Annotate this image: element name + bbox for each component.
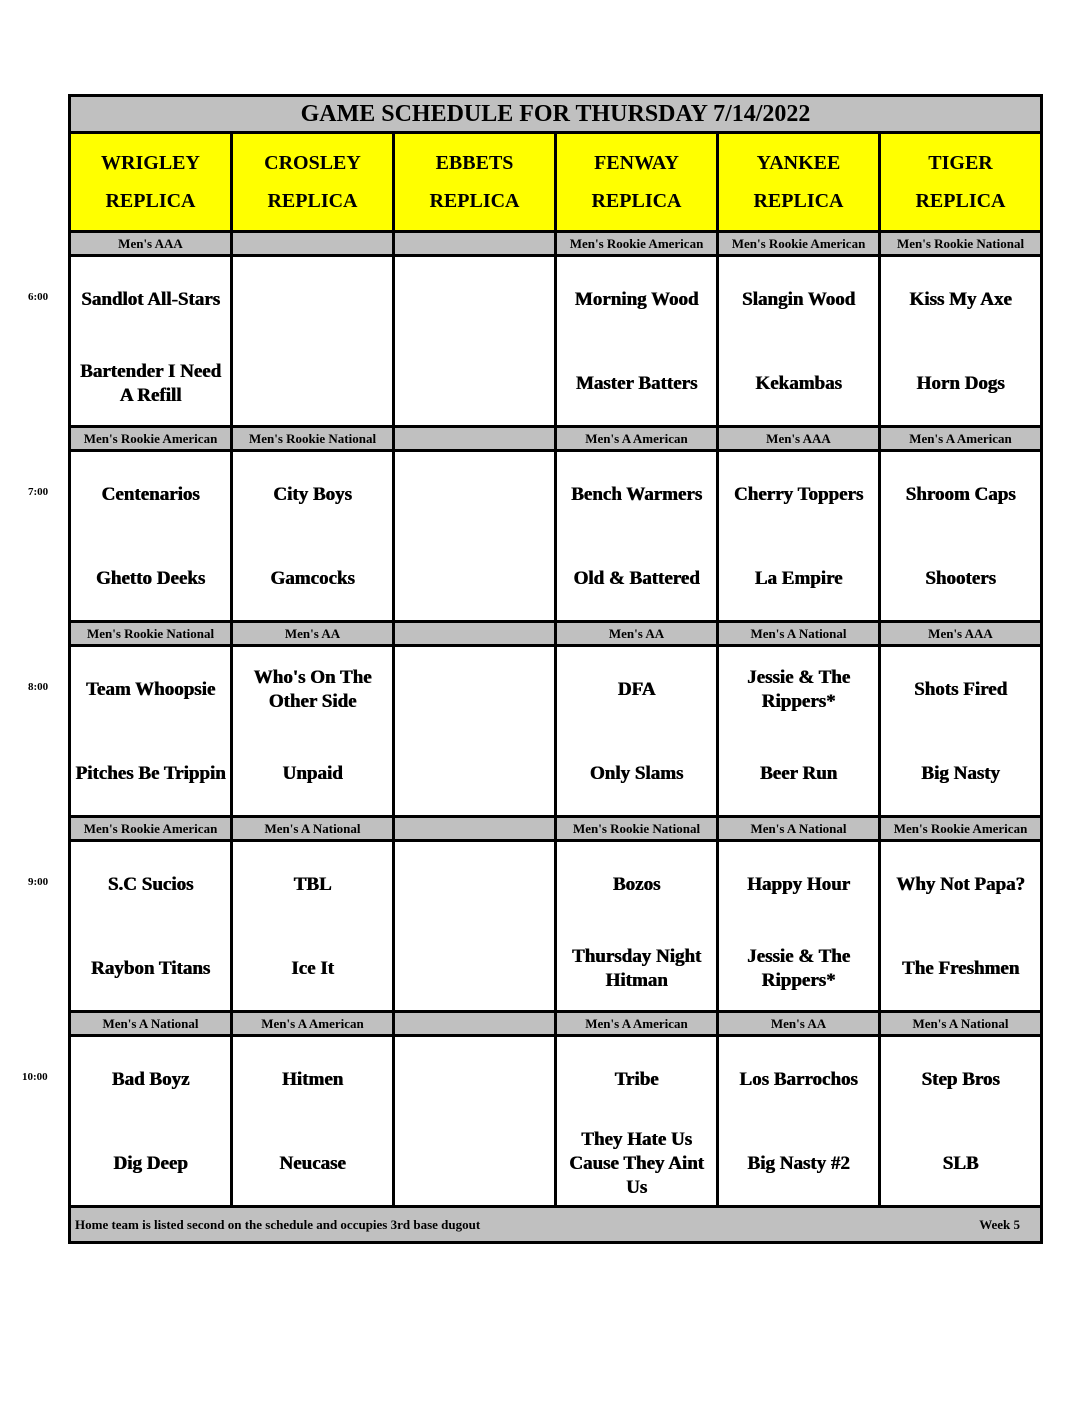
time-label: 7:00 xyxy=(28,486,49,498)
home-team xyxy=(471,732,479,815)
division-label xyxy=(395,428,557,452)
away-team: S.C Sucios xyxy=(107,873,194,895)
home-team: Only Slams xyxy=(589,762,684,784)
home-team: Kekambas xyxy=(755,372,842,394)
away-team: Happy Hour xyxy=(747,873,850,895)
schedule-title: GAME SCHEDULE FOR THURSDAY 7/14/2022 xyxy=(71,97,1040,134)
home-team: Pitches Be Trippin xyxy=(75,762,226,784)
field-header: FENWAY REPLICA xyxy=(557,134,719,233)
game-cell xyxy=(395,842,557,1013)
away-team xyxy=(471,842,479,927)
division-row xyxy=(71,623,1040,647)
game-row xyxy=(71,257,1040,428)
home-team: Shooters xyxy=(925,567,996,589)
division-label xyxy=(395,818,557,842)
division-row xyxy=(71,428,1040,452)
division-label: Men's Rookie American xyxy=(71,428,233,452)
game-cell xyxy=(881,257,1040,428)
home-team: Master Batters xyxy=(575,372,698,394)
home-team xyxy=(471,342,479,425)
game-row xyxy=(71,1037,1040,1208)
game-cell xyxy=(881,842,1040,1013)
division-label: Men's Rookie National xyxy=(881,233,1040,257)
game-cell xyxy=(233,257,395,428)
field-header: YANKEE REPLICA xyxy=(719,134,881,233)
game-cell xyxy=(71,452,233,623)
away-team: DFA xyxy=(617,678,656,700)
division-label: Men's A American xyxy=(881,428,1040,452)
home-team: Jessie & The Rippers* xyxy=(746,945,851,991)
division-label: Men's Rookie American xyxy=(881,818,1040,842)
home-team: Beer Run xyxy=(759,762,838,784)
away-team: Jessie & The Rippers* xyxy=(746,666,851,712)
home-team xyxy=(471,1122,479,1205)
week-label: Week 5 xyxy=(979,1216,1020,1232)
away-team: Shots Fired xyxy=(913,678,1008,700)
home-team: Ice It xyxy=(291,957,334,979)
game-cell xyxy=(233,842,395,1013)
home-team: Ghetto Deeks xyxy=(95,567,206,589)
division-row xyxy=(71,818,1040,842)
game-cell xyxy=(719,647,881,818)
game-cell xyxy=(719,257,881,428)
division-label: Men's A National xyxy=(719,623,881,647)
home-team: Raybon Titans xyxy=(90,957,211,979)
footer-note: Home team is listed second on the schedule and occupies 3rd base dugout xyxy=(75,1216,481,1232)
home-team: La Empire xyxy=(754,567,843,589)
game-cell xyxy=(557,452,719,623)
division-label: Men's AAA xyxy=(719,428,881,452)
away-team: TBL xyxy=(293,873,332,895)
division-label xyxy=(233,233,395,257)
away-team: Bad Boyz xyxy=(111,1068,190,1090)
game-cell xyxy=(557,257,719,428)
division-label: Men's Rookie National xyxy=(233,428,395,452)
division-row xyxy=(71,233,1040,257)
away-team: Hitmen xyxy=(281,1068,344,1090)
away-team: Centenarios xyxy=(101,483,200,505)
away-team xyxy=(471,1037,479,1122)
home-team: Thursday Night Hitman xyxy=(571,945,702,991)
away-team: Bozos xyxy=(612,873,661,895)
game-cell xyxy=(719,1037,881,1208)
division-label: Men's AAA xyxy=(881,623,1040,647)
home-team: Bartender I Need A Refill xyxy=(79,360,222,406)
game-cell xyxy=(557,647,719,818)
game-cell xyxy=(71,257,233,428)
away-team: Cherry Toppers xyxy=(733,483,864,505)
division-label: Men's Rookie National xyxy=(71,623,233,647)
game-cell xyxy=(395,257,557,428)
field-header: EBBETS REPLICA xyxy=(395,134,557,233)
home-team: Big Nasty #2 xyxy=(747,1152,850,1174)
game-cell xyxy=(395,452,557,623)
away-team: Who's On The Other Side xyxy=(253,666,372,712)
game-cell xyxy=(881,647,1040,818)
division-label xyxy=(395,623,557,647)
division-label: Men's Rookie American xyxy=(719,233,881,257)
game-cell xyxy=(71,842,233,1013)
division-label: Men's A American xyxy=(233,1013,395,1037)
away-team: Sandlot All-Stars xyxy=(81,288,220,310)
field-header: TIGER REPLICA xyxy=(881,134,1040,233)
division-label: Men's A National xyxy=(881,1013,1040,1037)
away-team: Team Whoopsie xyxy=(85,678,216,700)
game-cell xyxy=(881,1037,1040,1208)
away-team xyxy=(471,647,479,732)
division-label: Men's A American xyxy=(557,428,719,452)
division-label: Men's A National xyxy=(719,818,881,842)
away-team: Shroom Caps xyxy=(905,483,1016,505)
away-team: Bench Warmers xyxy=(570,483,703,505)
home-team: Horn Dogs xyxy=(916,372,1005,394)
home-team: Unpaid xyxy=(282,762,343,784)
division-label: Men's Rookie National xyxy=(557,818,719,842)
home-team xyxy=(471,537,479,620)
game-cell xyxy=(395,647,557,818)
away-team: City Boys xyxy=(273,483,352,505)
away-team: Morning Wood xyxy=(574,288,699,310)
division-label: Men's Rookie American xyxy=(557,233,719,257)
home-team: Neucase xyxy=(279,1152,346,1174)
time-label: 9:00 xyxy=(28,876,49,888)
away-team: Step Bros xyxy=(921,1068,1000,1090)
away-team: Why Not Papa? xyxy=(896,873,1025,895)
away-team: Slangin Wood xyxy=(741,288,856,310)
home-team: The Freshmen xyxy=(901,957,1020,979)
division-row xyxy=(71,1013,1040,1037)
time-label: 6:00 xyxy=(28,291,49,303)
away-team: Los Barrochos xyxy=(739,1068,858,1090)
game-cell xyxy=(719,452,881,623)
game-row xyxy=(71,452,1040,623)
schedule-table xyxy=(68,94,1043,1244)
game-cell xyxy=(395,1037,557,1208)
game-cell xyxy=(557,842,719,1013)
game-cell xyxy=(719,842,881,1013)
time-label: 8:00 xyxy=(28,681,49,693)
division-label: Men's AAA xyxy=(71,233,233,257)
home-team: Gamcocks xyxy=(270,567,355,589)
home-team: SLB xyxy=(942,1152,979,1174)
division-label: Men's A National xyxy=(71,1013,233,1037)
game-cell xyxy=(557,1037,719,1208)
away-team xyxy=(471,452,479,537)
game-cell xyxy=(71,1037,233,1208)
away-team xyxy=(471,257,479,342)
division-label: Men's AA xyxy=(233,623,395,647)
game-cell xyxy=(233,647,395,818)
home-team xyxy=(309,342,317,425)
division-label: Men's A American xyxy=(557,1013,719,1037)
division-label xyxy=(395,233,557,257)
home-team: Dig Deep xyxy=(113,1152,188,1174)
game-row xyxy=(71,842,1040,1013)
division-label: Men's A National xyxy=(233,818,395,842)
away-team xyxy=(309,257,317,342)
game-cell xyxy=(71,647,233,818)
division-label xyxy=(395,1013,557,1037)
home-team: Big Nasty xyxy=(921,762,1000,784)
home-team: They Hate Us Cause They Aint Us xyxy=(569,1128,704,1198)
time-label: 10:00 xyxy=(22,1071,48,1083)
footer-bar xyxy=(71,1208,1040,1241)
field-header: CROSLEY REPLICA xyxy=(233,134,395,233)
game-cell xyxy=(881,452,1040,623)
away-team: Tribe xyxy=(614,1068,659,1090)
home-team xyxy=(471,927,479,1010)
home-team: Old & Battered xyxy=(573,567,700,589)
division-label: Men's AA xyxy=(557,623,719,647)
game-row xyxy=(71,647,1040,818)
field-header: WRIGLEY REPLICA xyxy=(71,134,233,233)
game-cell xyxy=(233,452,395,623)
field-header-row xyxy=(71,134,1040,233)
away-team: Kiss My Axe xyxy=(909,288,1012,310)
division-label: Men's AA xyxy=(719,1013,881,1037)
game-cell xyxy=(233,1037,395,1208)
division-label: Men's Rookie American xyxy=(71,818,233,842)
